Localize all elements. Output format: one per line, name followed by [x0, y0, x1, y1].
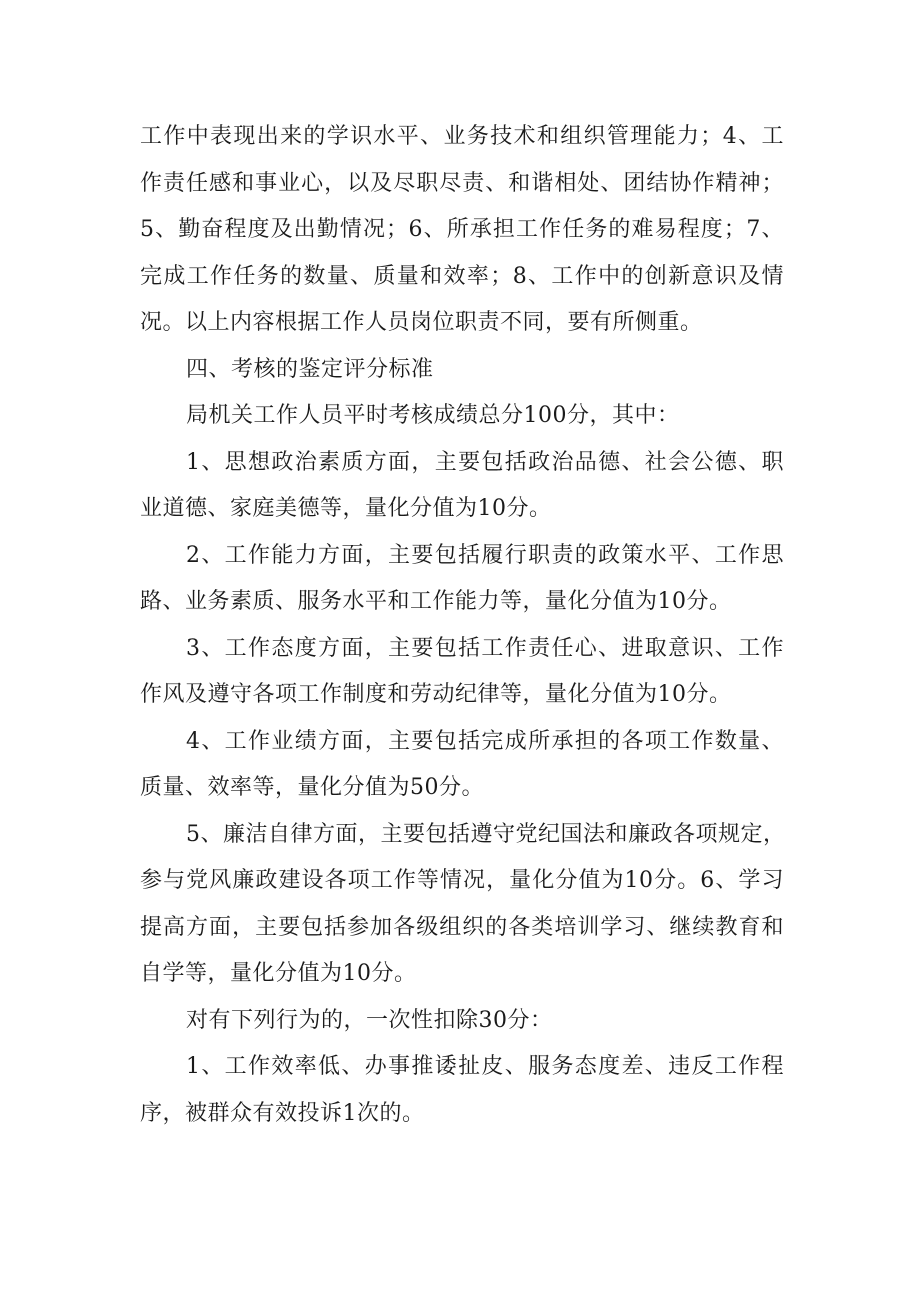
document-body [140, 114, 784, 1137]
text-line: 作风及遵守各项工作制度和劳动纪律等，量化分值为10分。 [140, 682, 732, 707]
text-line: 2、工作能力方面，主要包括履行职责的政策水平、工作思 [186, 542, 784, 568]
section-heading: 四、考核的鉴定评分标准 [186, 356, 434, 382]
text-line: 参与党风廉政建设各项工作等情况，量化分值为10分。6、学习 [140, 868, 784, 893]
text-line: 1、工作效率低、办事推诿扯皮、服务态度差、违反工作程 [186, 1054, 784, 1079]
text-line: 业道德、家庭美德等，量化分值为10分。 [140, 496, 552, 521]
text-line: 4、工作业绩方面，主要包括完成所承担的各项工作数量、 [186, 728, 784, 754]
text-line: 局机关工作人员平时考核成绩总分100分，其中： [186, 403, 680, 428]
text-line: 序，被群众有效投诉1次的。 [140, 1100, 425, 1126]
text-line: 3、工作态度方面，主要包括工作责任心、进取意识、工作 [186, 635, 784, 661]
text-line: 路、业务素质、服务水平和工作能力等，量化分值为10分。 [140, 589, 732, 614]
text-line: 对有下列行为的，一次性扣除30分： [186, 1007, 553, 1033]
text-line: 工作中表现出来的学识水平、业务技术和组织管理能力；4、工 [140, 124, 784, 149]
text-line: 完成工作任务的数量、质量和效率；8、工作中的创新意识及情 [140, 263, 784, 289]
text-line: 自学等，量化分值为10分。 [140, 961, 417, 986]
text-line: 况。以上内容根据工作人员岗位职责不同，要有所侧重。 [140, 310, 703, 335]
text-line: 质量、效率等，量化分值为50分。 [140, 775, 484, 800]
text-line: 5、廉洁自律方面，主要包括遵守党纪国法和廉政各项规定， [186, 821, 786, 847]
text-line: 作责任感和事业心，以及尽职尽责、和谐相处、团结协作精神； [140, 170, 784, 196]
text-line: 5、勤奋程度及出勤情况；6、所承担工作任务的难易程度；7、 [140, 217, 784, 242]
text-line: 提高方面，主要包括参加各级组织的各类培训学习、继续教育和 [140, 914, 784, 940]
text-line: 1、思想政治素质方面，主要包括政治品德、社会公德、职 [186, 449, 784, 475]
